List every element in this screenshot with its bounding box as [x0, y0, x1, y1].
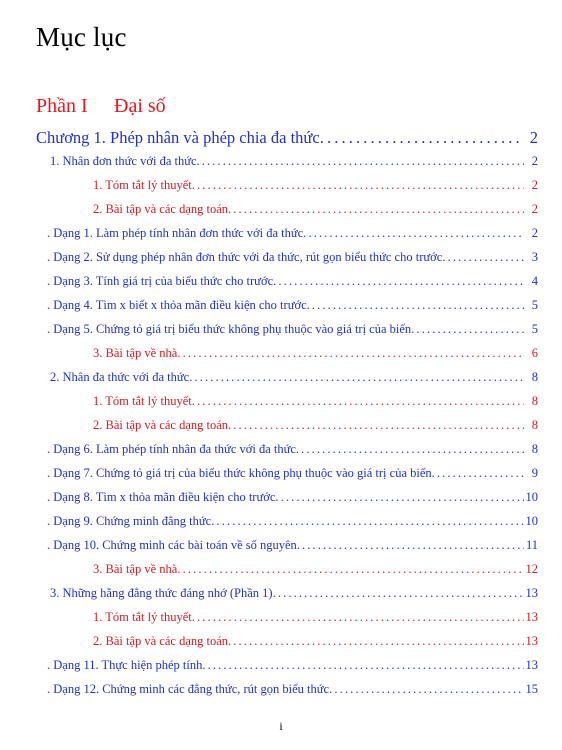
toc-entry-page: 5 — [531, 322, 538, 336]
toc-entry-sub[interactable] — [93, 634, 538, 649]
toc-entry-label: 1. Tóm tắt lý thuyết — [93, 610, 192, 624]
toc-entry-sub[interactable] — [93, 346, 538, 361]
toc-entry-label: 3. Bài tập về nhà — [93, 562, 178, 576]
toc-entry-dang[interactable] — [47, 322, 538, 337]
toc-entry-page: 10 — [525, 514, 538, 528]
toc-entry-label: 1. Tóm tắt lý thuyết — [93, 394, 192, 408]
toc-entry-label: . Dạng 6. Làm phép tính nhân đa thức với đa thức — [47, 442, 296, 456]
dot-leader — [329, 682, 523, 697]
toc-entry-sub[interactable] — [93, 202, 538, 217]
dot-leader — [432, 466, 524, 481]
toc-entry-label: . Dạng 9. Chứng minh đẳng thức — [47, 514, 212, 528]
toc-entry-label: Chương 1. Phép nhân và phép chia đa thức — [36, 128, 320, 147]
toc-entry-sub[interactable] — [93, 610, 538, 625]
toc-entry-dang[interactable] — [47, 514, 538, 529]
dot-leader — [177, 346, 524, 361]
toc-entry-page: 8 — [531, 442, 538, 456]
toc-entry-dang[interactable] — [47, 226, 538, 241]
dot-leader — [228, 634, 523, 649]
toc-entry-sec[interactable] — [50, 586, 538, 601]
part-title: Đại số — [114, 95, 166, 117]
toc-entry-sub[interactable] — [93, 418, 538, 433]
toc-entry-sec[interactable] — [50, 154, 538, 169]
toc-entry-page: 8 — [531, 394, 538, 408]
toc-entry-page: 13 — [525, 634, 538, 648]
toc-entry-label: . Dạng 8. Tìm x thỏa mãn điều kiện cho trước — [47, 490, 276, 504]
toc-entry-page: 3 — [531, 250, 538, 264]
dot-leader — [297, 538, 524, 553]
toc-entry-label: . Dạng 10. Chứng minh các bài toán về số nguyên — [47, 538, 297, 552]
part-heading — [36, 95, 166, 118]
dot-leader — [228, 202, 524, 217]
toc-entry-page: 10 — [525, 490, 538, 504]
toc-entry-chapter[interactable] — [36, 128, 538, 148]
toc-entry-label: . Dạng 7. Chứng tỏ giá trị của biểu thức không phụ thuộc vào giá trị của biến — [47, 466, 432, 480]
toc-entry-dang[interactable] — [47, 466, 538, 481]
toc-entry-dang[interactable] — [47, 538, 538, 553]
toc-entry-label: . Dạng 5. Chứng tỏ giá trị biểu thức không phụ thuộc vào giá trị của biến — [47, 322, 412, 336]
toc-entry-dang[interactable] — [47, 490, 538, 505]
dot-leader — [273, 586, 524, 601]
dot-leader — [442, 250, 524, 265]
toc-entry-page: 8 — [531, 370, 538, 384]
toc-entry-page: 2 — [531, 202, 538, 216]
toc-entry-label: . Dạng 11. Thực hiện phép tính — [47, 658, 203, 672]
toc-entry-sub[interactable] — [93, 178, 538, 193]
toc-entry-sec[interactable] — [50, 370, 538, 385]
toc-entry-page: 2 — [531, 226, 538, 240]
page-number: i — [279, 719, 283, 733]
dot-leader — [192, 394, 524, 409]
dot-leader — [275, 490, 523, 505]
dot-leader — [189, 370, 524, 385]
toc-entry-dang[interactable] — [47, 682, 538, 697]
toc-entry-label: 2. Bài tập và các dạng toán — [93, 202, 229, 216]
toc-entry-page: 13 — [525, 658, 538, 672]
toc-entry-label: . Dạng 2. Sử dụng phép nhân đơn thức với đa thức, rút gọn biểu thức cho trước — [47, 250, 443, 264]
toc-entry-page: 2 — [529, 128, 538, 147]
toc-entry-label: 3. Những hằng đẳng thức đáng nhớ (Phần 1) — [50, 586, 273, 600]
toc-entry-page: 12 — [525, 562, 538, 576]
toc-entry-label: 1. Tóm tắt lý thuyết — [93, 178, 192, 192]
dot-leader — [228, 418, 524, 433]
toc-entry-label: 2. Bài tập và các dạng toán — [93, 634, 229, 648]
toc-entry-dang[interactable] — [47, 442, 538, 457]
toc-entry-dang[interactable] — [47, 250, 538, 265]
part-number: Phần I — [36, 95, 88, 117]
toc-entry-page: 2 — [531, 154, 538, 168]
toc-entry-sub[interactable] — [93, 394, 538, 409]
toc-entry-page: 6 — [531, 346, 538, 360]
toc-entry-page: 15 — [525, 682, 538, 696]
dot-leader — [177, 562, 523, 577]
dot-leader — [197, 154, 524, 169]
dot-leader — [211, 514, 523, 529]
toc-entry-label: . Dạng 1. Làm phép tính nhân đơn thức với đa thức — [47, 226, 304, 240]
dot-leader — [202, 658, 523, 673]
toc-entry-dang[interactable] — [47, 274, 538, 289]
toc-entry-label: 1. Nhân đơn thức với đa thức — [50, 154, 197, 168]
toc-entry-sub[interactable] — [93, 562, 538, 577]
toc-entry-label: . Dạng 4. Tìm x biết x thỏa mãn điều kiện cho trước — [47, 298, 307, 312]
toc-entry-label: . Dạng 12. Chứng minh các đẳng thức, rút gọn biểu thức — [47, 682, 330, 696]
dot-leader — [307, 298, 524, 313]
toc-entry-page: 5 — [531, 298, 538, 312]
dot-leader — [303, 226, 524, 241]
dot-leader — [273, 274, 524, 289]
toc-entry-dang[interactable] — [47, 298, 538, 313]
toc-entry-dang[interactable] — [47, 658, 538, 673]
toc-entry-page: 4 — [531, 274, 538, 288]
toc-entry-page: 11 — [525, 538, 538, 552]
toc-entry-page: 13 — [525, 610, 538, 624]
dot-leader — [320, 128, 524, 148]
dot-leader — [192, 178, 524, 193]
toc-entry-label: 2. Bài tập và các dạng toán — [93, 418, 229, 432]
toc-entry-page: 13 — [525, 586, 538, 600]
toc-entry-page: 2 — [531, 178, 538, 192]
dot-leader — [192, 610, 524, 625]
toc-entry-label: 3. Bài tập về nhà — [93, 346, 178, 360]
toc-entry-label: . Dạng 3. Tính giá trị của biểu thức cho trước — [47, 274, 274, 288]
dot-leader — [296, 442, 524, 457]
toc-entry-page: 9 — [531, 466, 538, 480]
toc-heading: Mục lục — [36, 22, 127, 52]
dot-leader — [411, 322, 524, 337]
toc-entry-label: 2. Nhân đa thức với đa thức — [50, 370, 190, 384]
toc-entry-page: 8 — [531, 418, 538, 432]
